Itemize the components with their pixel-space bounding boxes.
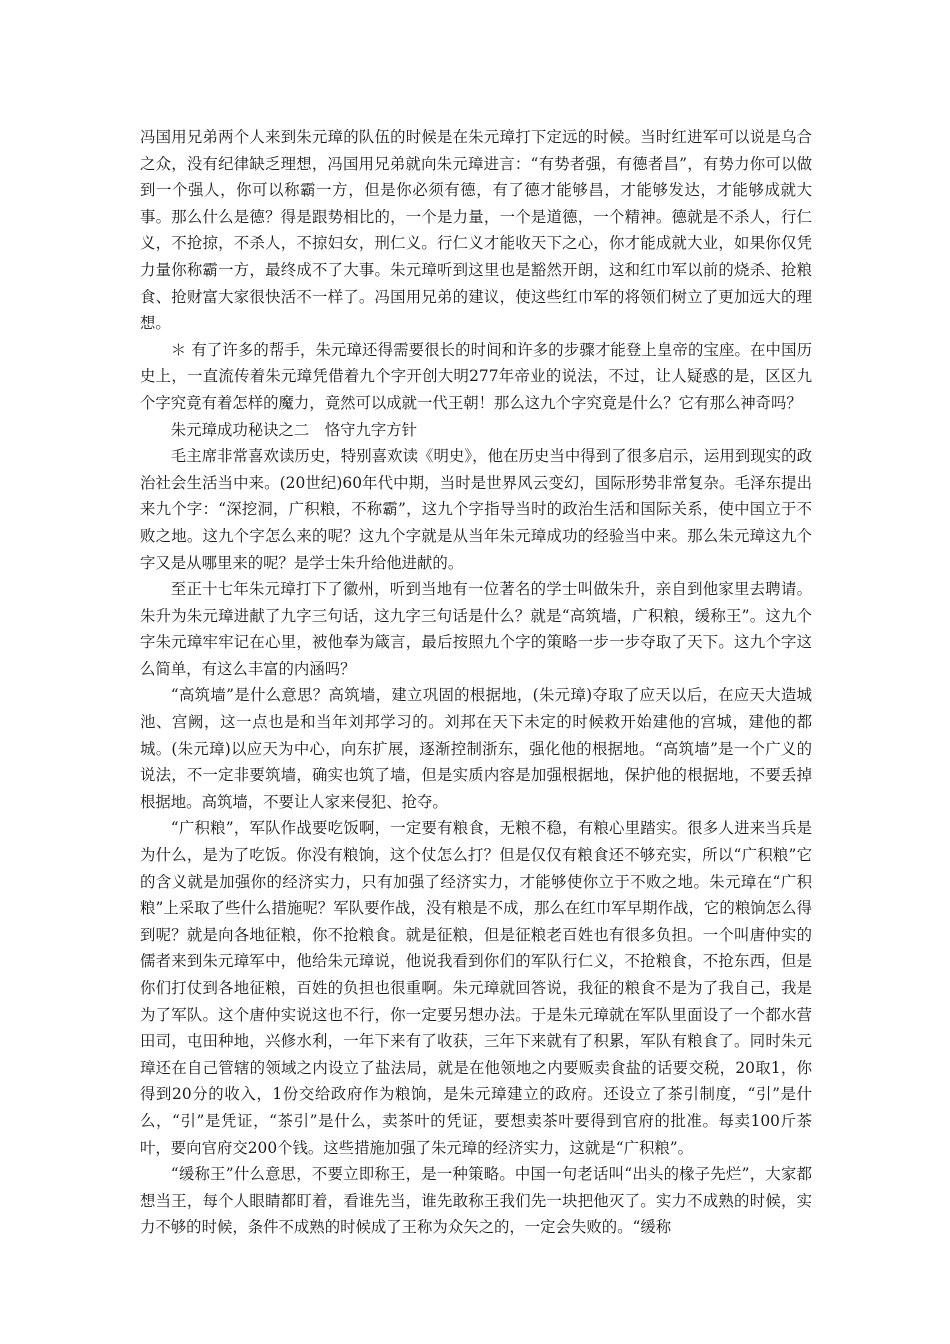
paragraph-zhusheng: 至正十七年朱元璋打下了徽州，听到当地有一位著名的学士叫做朱升，亲自到他家里去聘请。朱升为朱元璋进献了九字三句话，这九字三句话是什么？就是“高筑墙，广积粮，缓称王”。这九个字朱元璋牢牢记在心里，被他奉为箴言，最后按照九个字的策略一步一步夺取了天下。这九个字这么简单，有这么丰富的内涵吗？	[140, 580, 812, 678]
section-heading: 朱元璋成功秘诀之二 恪守九字方针	[170, 420, 418, 439]
paragraph-store-grain: “广积粮”，军队作战要吃饭啊，一定要有粮食，无粮不稳，有粮心里踏实。很多人进来当兵是为什么，是为了吃饭。你没有粮饷，这个仗怎么打？但是仅仅有粮食还不够充实，所以“广积粮”它的含义就是加强你的经济实力，只有加强了经济实力，才能够使你立于不败之地。朱元璋在“广积粮”上采取了些什么措施呢？军队要作战，没有粮是不成，那么在红巾军早期作战，它的粮饷怎么得到呢？就是向各地征粮，你不抢粮食。就是征粮，但是征粮老百姓也有很多负担。一个叫唐仲实的儒者来到朱元璋军中，他给朱元璋说，他说我看到你们的军队行仁义，不抢粮食，不抢东西，但是你们打仗到各地征粮，百姓的负担也很重啊。朱元璋就回答说，我征的粮食不是为了我自己，我是为了军队。这个唐仲实说这也不行，你一定要另想办法。于是朱元璋就在军队里面设了一个都水营田司，屯田种地，兴修水利，一年下来有了收获，三年下来就有了积累，军队有粮食了。同时朱元璋还在自己管辖的领域之内设立了盐法局，就是在他领地之内要贩卖食盐的话要交税，20取1，你得到20分的收入，1份交给政府作为粮饷，是朱元璋建立的政府。还设立了茶引制度，“引”是什么，“引”是凭证，“茶引”是什么，卖茶叶的凭证，要想卖茶叶要得到官府的批准。每卖100斤茶叶，要向官府交200个钱。这些措施加强了朱元璋的经济实力，这就是“广积粮”。	[140, 819, 812, 1157]
paragraph-delay-crown: “缓称王”什么意思，不要立即称王，是一种策略。中国一句老话叫“出头的椽子先烂”，大家都想当王，每个人眼睛都盯着，看谁先当，谁先敢称王我们先一块把他灭了。实力不成熟的时候，实力不够的时候，条件不成熟的时候成了王称为众矢之的，一定会失败的。“缓称	[140, 1165, 812, 1237]
paragraph-build-walls: “高筑墙”是什么意思？高筑墙，建立巩固的根据地，(朱元璋)夺取了应天以后，在应天大造城池、宫阙，这一点也是和当年刘邦学习的。刘邦在天下未定的时候救开始建他的宫城，建他的都城。(朱元璋)以应天为中心，向东扩展，逐渐控制浙东，强化他的根据地。“高筑墙”是一个广义的说法，不一定非要筑墙，确实也筑了墙，但是实质内容是加强根据地，保护他的根据地，不要丢掉根据地。高筑墙，不要让人家来侵犯、抢夺。	[140, 686, 812, 811]
paragraph-transition: ＊ 有了许多的帮手，朱元璋还得需要很长的时间和许多的步骤才能登上皇帝的宝座。在中国历史上，一直流传着朱元璋凭借着九个字开创大明277年帝业的说法，不过，让人疑惑的是，区区九个字究竟有着怎样的魔力，竟然可以成就一代王朝！那么这九个字究竟是什么？它有那么神奇吗？	[140, 340, 812, 412]
paragraph-intro: 冯国用兄弟两个人来到朱元璋的队伍的时候是在朱元璋打下定远的时候。当时红进军可以说是乌合之众，没有纪律缺乏理想，冯国用兄弟就向朱元璋进言：“有势者强，有德者昌”，有势力你可以做到一个强人，你可以称霸一方，但是你必须有德，有了德才能够昌，才能够发达，才能够成就大事。那么什么是德？得是跟势相比的，一个是力量，一个是道德，一个精神。德就是不杀人，行仁义，不抢掠，不杀人，不掠妇女，刑仁义。行仁义才能收天下之心，你才能成就大业，如果你仅凭力量你称霸一方，最终成不了大事。朱元璋听到这里也是豁然开朗，这和红巾军以前的烧杀、抢粮食、抢财富大家很快活不一样了。冯国用兄弟的建议，使这些红巾军的将领们树立了更加远大的理想。	[140, 128, 812, 333]
paragraph-mao: 毛主席非常喜欢读历史，特别喜欢读《明史》，他在历史当中得到了很多启示，运用到现实的政治社会生活当中来。(20世纪)60年代中期，当时是世界风云变幻，国际形势非常复杂。毛泽东提出来九个字：“深挖洞，广积粮，不称霸”，这九个字指导当时的政治生活和国际关系，使中国立于不败之地。这九个字怎么来的呢？这九个字就是从当年朱元璋成功的经验当中来。那么朱元璋这九个字又是从哪里来的呢？是学士朱升给他进献的。	[140, 447, 812, 572]
document-body	[140, 124, 812, 1241]
